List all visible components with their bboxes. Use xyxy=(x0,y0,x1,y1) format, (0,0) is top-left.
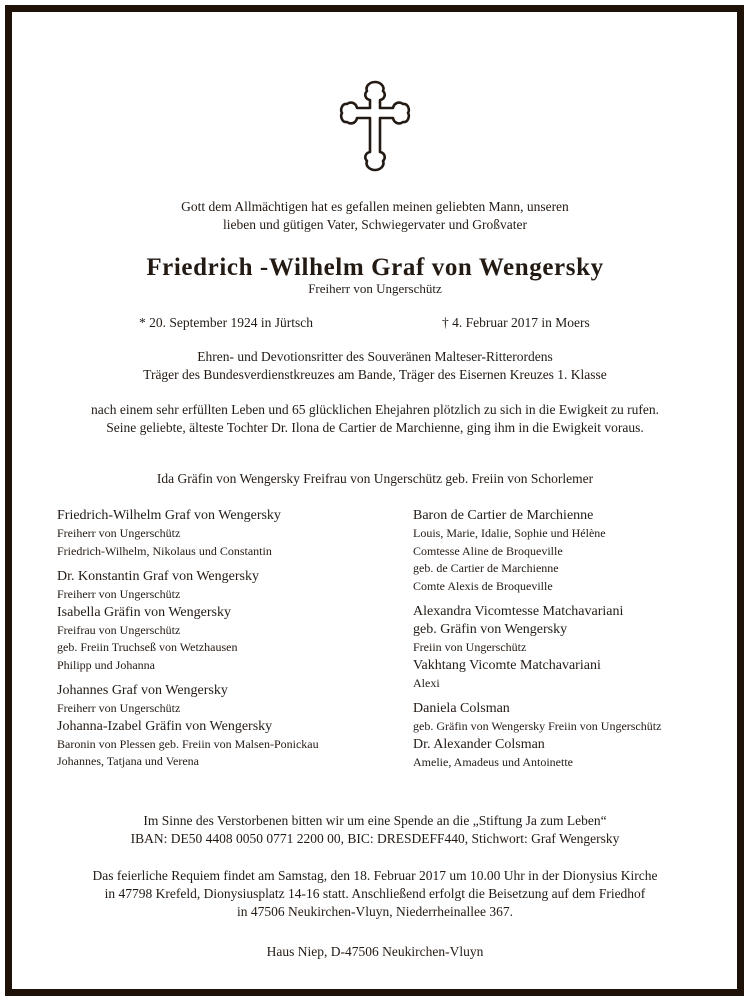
family-group xyxy=(57,568,319,674)
family-address: Haus Niep, D-47506 Neukirchen-Vluyn xyxy=(266,944,484,959)
requiem-info xyxy=(0,867,750,921)
family-member-detail: Philipp und Johanna xyxy=(57,657,155,672)
birth-date: * 20. September 1924 in Jürtsch xyxy=(139,315,313,330)
family-member-detail: Louis, Marie, Idalie, Sophie und Hélène xyxy=(413,526,606,540)
family-left-column xyxy=(57,507,319,779)
family-group xyxy=(413,603,661,692)
family-group xyxy=(413,700,661,771)
death-date: † 4. Februar 2017 in Moers xyxy=(442,315,590,330)
deceased-title: Freiherr von Ungerschütz xyxy=(308,281,442,296)
widow-name: Ida Gräfin von Wengersky Freifrau von Ungerschütz geb. Freiin von Schorlemer xyxy=(156,471,594,486)
family-member-detail: Freiin von Ungerschütz xyxy=(413,640,527,654)
family-member-name: Dr. Konstantin Graf von Wengersky xyxy=(57,569,259,584)
family-member-name: Daniela Colsman xyxy=(413,701,510,716)
family-member-detail: Freiherr von Ungerschütz xyxy=(57,587,181,601)
intro-text xyxy=(0,198,750,234)
family-member-detail: Freiherr von Ungerschütz xyxy=(57,526,181,540)
family-member-detail: Alexi xyxy=(413,675,440,690)
message xyxy=(0,401,750,437)
family-member-detail: Freiherr von Ungerschütz xyxy=(57,701,181,715)
family-member-detail: Amelie, Amadeus und Antoinette xyxy=(413,754,573,769)
family-member-detail: Freifrau von Ungerschütz xyxy=(57,622,181,637)
family-member-detail: Comte Alexis de Broqueville xyxy=(413,578,553,593)
requiem-line: Das feierliche Requiem findet am Samstag, den 18. Februar 2017 um 10.00 Uhr in der Dionysius Kirche xyxy=(92,868,658,883)
message-line: Seine geliebte, älteste Tochter Dr. Ilona de Cartier de Marchienne, ging ihm in die Ewigkeit voraus. xyxy=(106,420,644,435)
family-member-name: Johanna-Izabel Gräfin von Wengersky xyxy=(57,718,273,734)
message-line: nach einem sehr erfüllten Leben und 65 glücklichen Ehejahren plötzlich zu sich in die Ewigkeit zu rufen. xyxy=(91,402,659,417)
family-member-name: geb. Gräfin von Wengersky xyxy=(413,622,568,637)
family-member-detail: geb. de Cartier de Marchienne xyxy=(413,561,559,575)
deceased-name: Friedrich -Wilhelm Graf von Wengersky xyxy=(146,254,604,281)
honor-line: Ehren- und Devotionsritter des Souveränen Malteser-Ritterordens xyxy=(197,349,553,364)
honor-line: Träger des Bundesverdienstkreuzes am Bande, Träger des Eisernen Kreuzes 1. Klasse xyxy=(143,367,607,382)
family-member-detail: Johannes, Tatjana und Verena xyxy=(57,754,200,768)
donation-request xyxy=(0,812,750,848)
family-member-detail: Comtesse Aline de Broqueville xyxy=(413,543,563,558)
budded-cross-icon xyxy=(339,80,411,172)
requiem-line: in 47506 Neukirchen-Vluyn, Niederrheinallee 367. xyxy=(237,904,513,919)
family-right-column xyxy=(413,507,661,779)
family-member-name: Vakhtang Vicomte Matchavariani xyxy=(413,657,601,673)
intro-line: Gott dem Allmächtigen hat es gefallen meinen geliebten Mann, unseren xyxy=(181,199,569,214)
family-group xyxy=(413,507,661,595)
honors xyxy=(0,348,750,384)
donation-line: Im Sinne des Verstorbenen bitten wir um eine Spende an die „Stiftung Ja zum Leben“ xyxy=(143,813,607,828)
family-member-detail: Baronin von Plessen geb. Freiin von Malsen-Ponickau xyxy=(57,736,319,751)
family-group xyxy=(57,682,319,771)
family-member-name: Friedrich-Wilhelm Graf von Wengersky xyxy=(57,508,281,523)
donation-bank-details: IBAN: DE50 4408 0050 0771 2200 00, BIC: DRESDEFF440, Stichwort: Graf Wengersky xyxy=(130,831,620,846)
family-member-name: Isabella Gräfin von Wengersky xyxy=(57,604,231,620)
family-member-name: Johannes Graf von Wengersky xyxy=(57,683,228,698)
family-member-name: Alexandra Vicomtesse Matchavariani xyxy=(413,604,624,619)
family-member-detail: geb. Freiin Truchseß von Wetzhausen xyxy=(57,640,238,654)
family-member-name: Dr. Alexander Colsman xyxy=(413,736,545,752)
requiem-line: in 47798 Krefeld, Dionysiusplatz 14-16 statt. Anschließend erfolgt die Beisetzung auf dem Friedhof xyxy=(104,886,646,901)
intro-line: lieben und gütigen Vater, Schwiegervater und Großvater xyxy=(223,217,527,232)
family-member-detail: Friedrich-Wilhelm, Nikolaus und Constantin xyxy=(57,543,272,558)
family-group xyxy=(57,507,319,560)
family-member-name: Baron de Cartier de Marchienne xyxy=(413,508,594,523)
family-member-detail: geb. Gräfin von Wengersky Freiin von Ungerschütz xyxy=(413,719,662,733)
